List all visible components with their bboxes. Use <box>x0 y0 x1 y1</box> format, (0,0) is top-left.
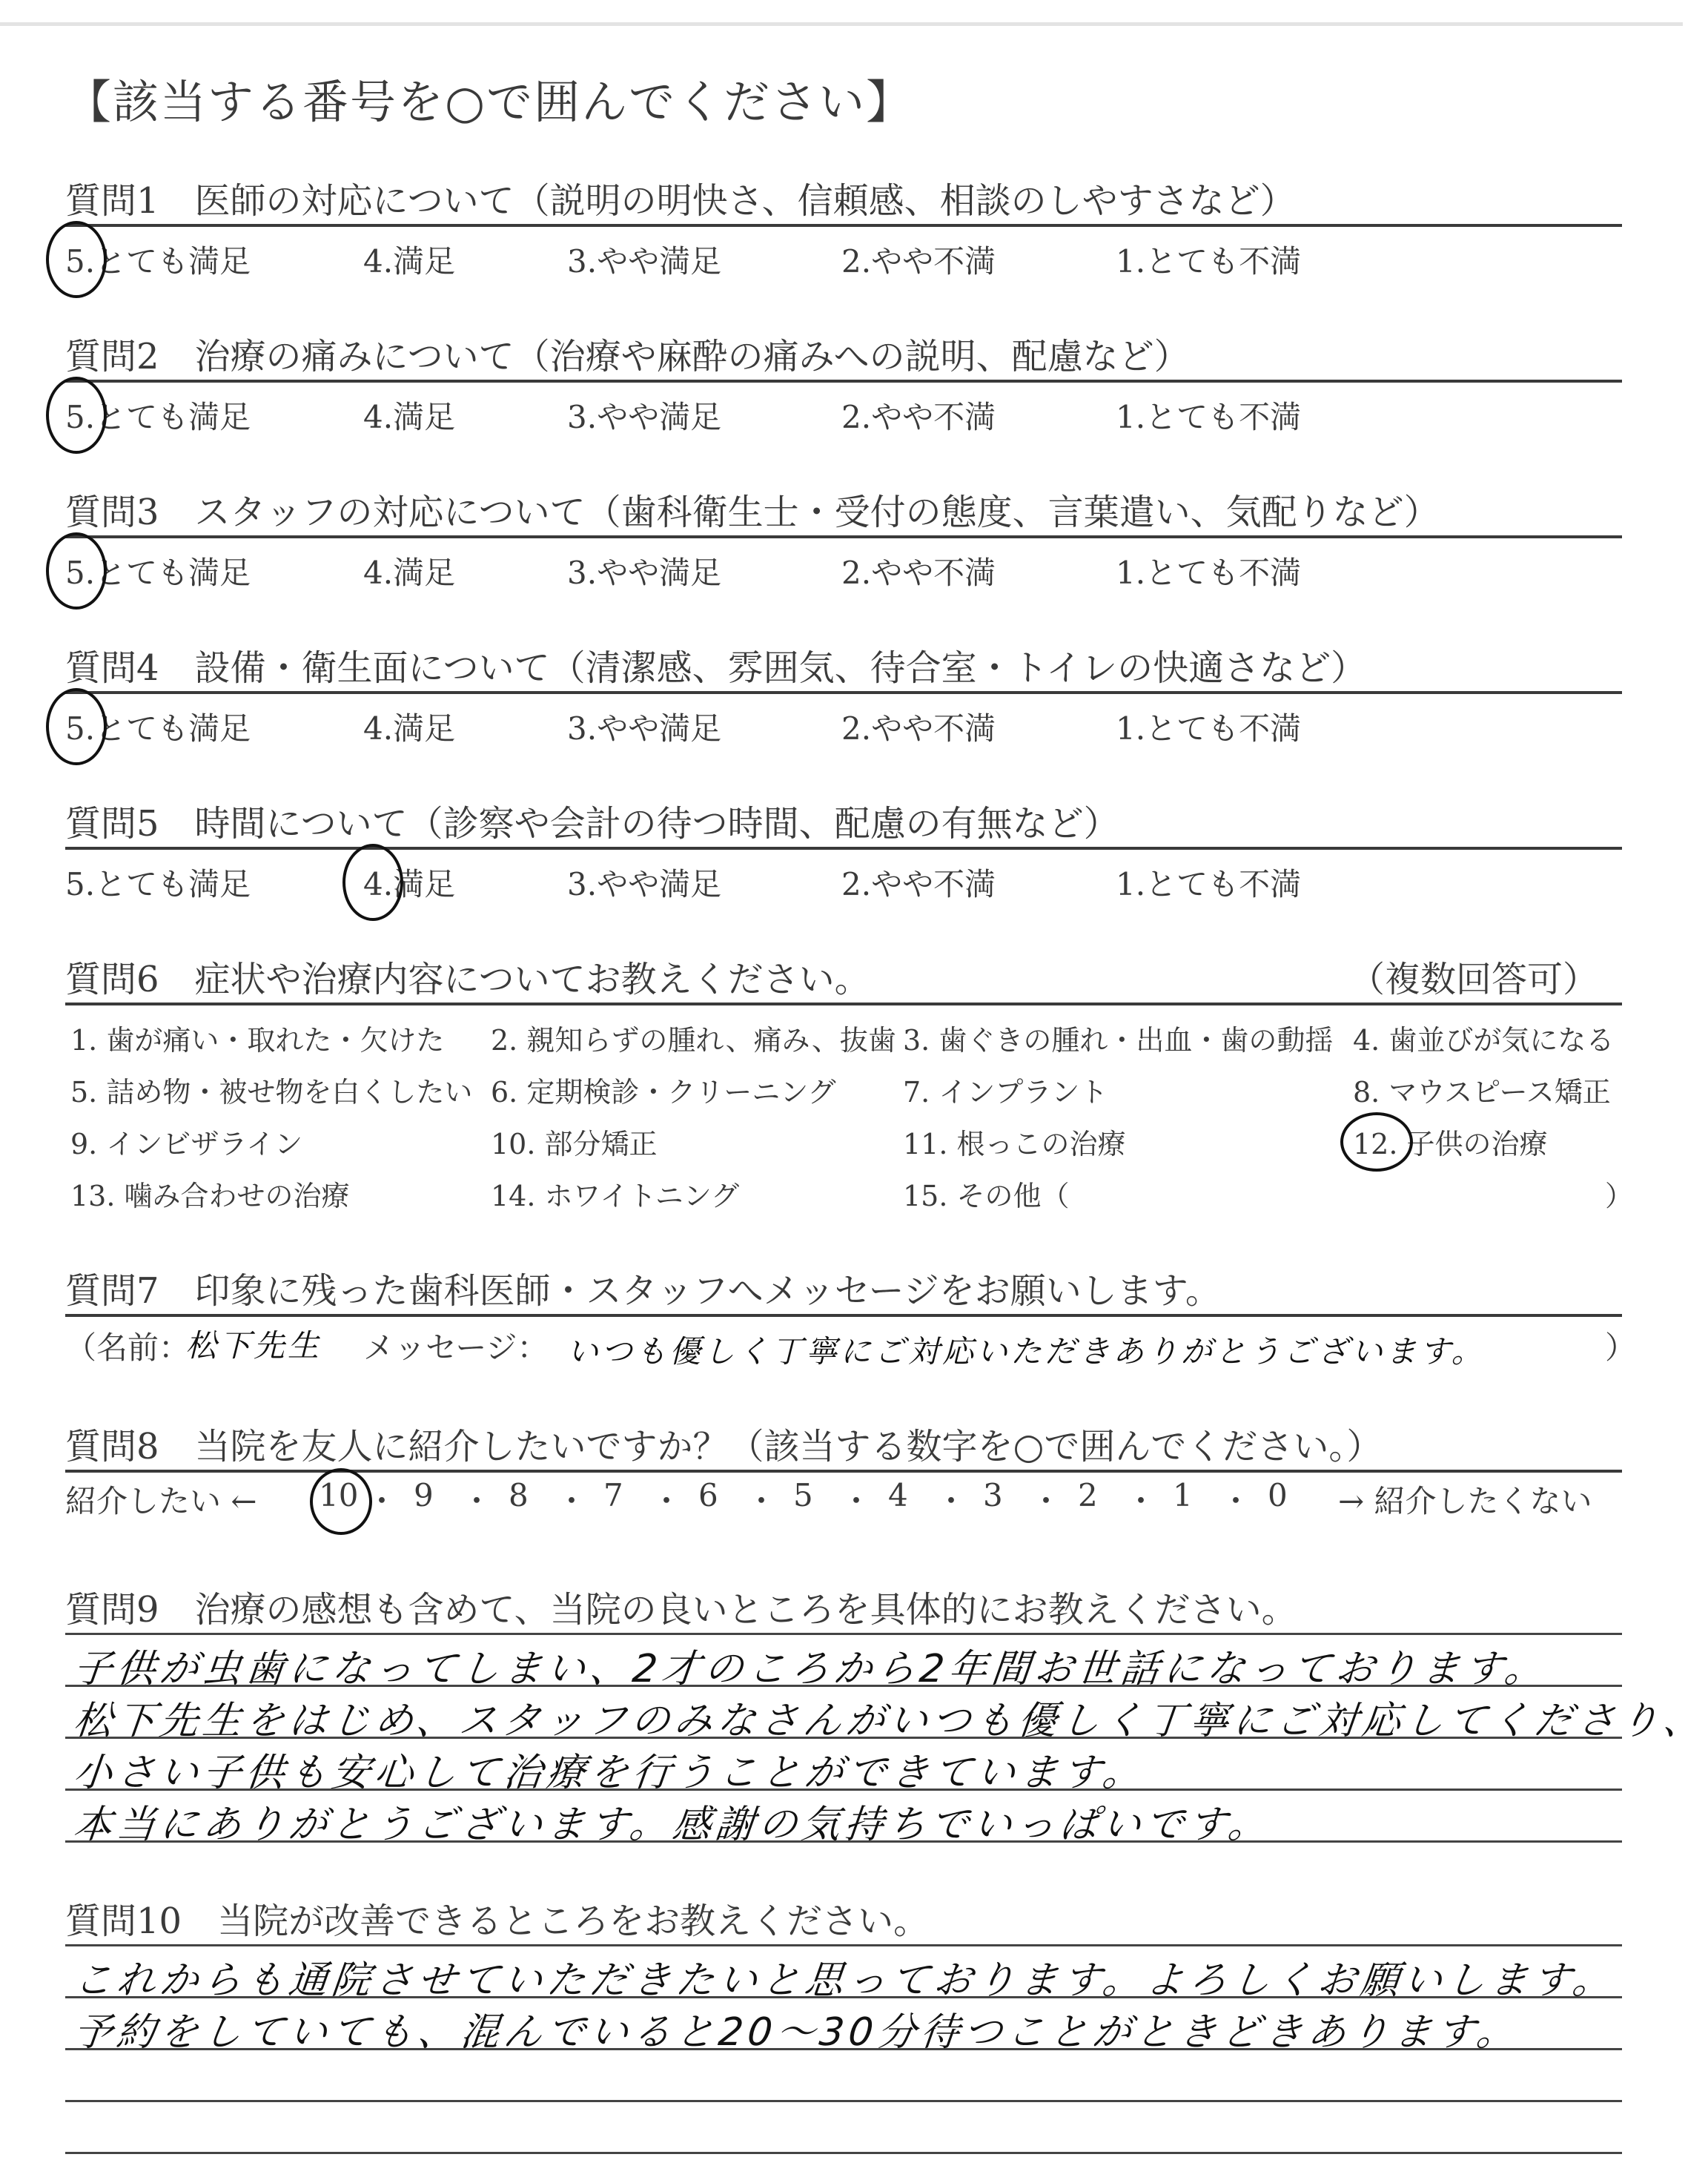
q9-answer-line-3[interactable]: 小さい子供も安心して治療を行うことができています。 <box>71 1751 1148 1795</box>
q8-scale-separator: ・ <box>936 1483 967 1519</box>
q3-rule <box>65 535 1622 538</box>
q8-scale-separator: ・ <box>461 1483 493 1519</box>
q6-item-10[interactable]: 10. 部分矯正 <box>491 1128 658 1160</box>
q1-option-3[interactable]: 3.やや満足 <box>567 243 722 280</box>
q3-option-4[interactable]: 4.満足 <box>363 555 456 591</box>
q6-item-14[interactable]: 14. ホワイトニング <box>491 1180 740 1212</box>
q8-rule <box>65 1470 1622 1473</box>
q3-option-2[interactable]: 2.やや不満 <box>841 555 996 591</box>
q3-option-3[interactable]: 3.やや満足 <box>567 555 722 591</box>
q7-title: 質問7 印象に残った歯科医師・スタッフへメッセージをお願いします。 <box>65 1270 1221 1312</box>
q10-line-5 <box>65 2152 1622 2154</box>
q8-scale-0[interactable]: 0 <box>1268 1477 1288 1513</box>
q6-rule <box>65 1003 1622 1005</box>
q8-scale-8[interactable]: 8 <box>509 1477 529 1513</box>
q6-item-12[interactable]: 12. 子供の治療 <box>1353 1128 1548 1160</box>
q7-name-label: （名前： <box>65 1330 191 1366</box>
q2-option-4[interactable]: 4.満足 <box>363 399 456 435</box>
q5-selection-circle <box>342 844 403 921</box>
q7-message-value[interactable]: いつも優しく丁寧にご対応いただきありがとうございます。 <box>567 1333 1486 1370</box>
q6-item-9[interactable]: 9. インビザライン <box>70 1128 303 1160</box>
q4-title: 質問4 設備・衛生面について（清潔感、雰囲気、待合室・トイレの快適さなど） <box>65 647 1367 689</box>
q6-item-1[interactable]: 1. 歯が痛い・取れた・欠けた <box>70 1024 445 1057</box>
q6-item-2[interactable]: 2. 親知らずの腫れ、痛み、抜歯 <box>491 1024 896 1057</box>
q1-rule <box>65 224 1622 227</box>
q3-title: 質問3 スタッフの対応について（歯科衛生士・受付の態度、言葉遣い、気配りなど） <box>65 492 1440 533</box>
q2-option-3[interactable]: 3.やや満足 <box>567 399 722 435</box>
q1-option-1[interactable]: 1.とても不満 <box>1116 243 1302 280</box>
q10-line-1 <box>65 1944 1622 1946</box>
q3-option-1[interactable]: 1.とても不満 <box>1116 555 1302 591</box>
q8-right-label: → 紹介したくない <box>1338 1483 1592 1519</box>
q6-item-13[interactable]: 13. 噛み合わせの治療 <box>70 1180 350 1212</box>
q8-scale-separator: ・ <box>1030 1483 1062 1519</box>
q2-option-5[interactable]: 5.とても満足 <box>65 399 251 435</box>
q2-title: 質問2 治療の痛みについて（治療や麻酔の痛みへの説明、配慮など） <box>65 336 1190 377</box>
q7-name-value[interactable]: 松下先生 <box>185 1327 322 1364</box>
q2-option-2[interactable]: 2.やや不満 <box>841 399 996 435</box>
q6-item-15-close: ） <box>1605 1180 1634 1212</box>
q8-scale-9[interactable]: 9 <box>414 1477 434 1513</box>
q8-scale-separator: ・ <box>746 1483 778 1519</box>
q8-scale-2[interactable]: 2 <box>1078 1477 1098 1513</box>
q5-option-2[interactable]: 2.やや不満 <box>841 866 996 902</box>
q10-title: 質問10 当院が改善できるところをお教えください。 <box>65 1900 930 1942</box>
q9-answer-line-1[interactable]: 子供が虫歯になってしまい、2才のころから2年間お世話になっております。 <box>71 1647 1550 1691</box>
q1-option-5[interactable]: 5.とても満足 <box>65 243 251 280</box>
q6-item-3[interactable]: 3. 歯ぐきの腫れ・出血・歯の動揺 <box>903 1024 1334 1057</box>
q5-option-4[interactable]: 4.満足 <box>363 866 456 902</box>
q6-item-8[interactable]: 8. マウスピース矯正 <box>1353 1076 1611 1109</box>
q8-scale-10[interactable]: 10 <box>319 1477 359 1513</box>
q10-line-4 <box>65 2100 1622 2102</box>
q4-selection-circle <box>46 688 107 765</box>
q6-selection-circle <box>1340 1112 1413 1172</box>
q1-title: 質問1 医師の対応について（説明の明快さ、信頼感、相談のしやすさなど） <box>65 180 1296 222</box>
q1-selection-circle <box>46 221 107 298</box>
q6-item-5[interactable]: 5. 詰め物・被せ物を白くしたい <box>70 1076 473 1109</box>
q8-scale-4[interactable]: 4 <box>888 1477 908 1513</box>
q9-line-1 <box>65 1633 1622 1635</box>
q8-scale-5[interactable]: 5 <box>793 1477 813 1513</box>
q7-message-label: メッセージ： <box>363 1330 549 1366</box>
q6-multi-note: （複数回答可） <box>1349 959 1599 1000</box>
q6-item-7[interactable]: 7. インプラント <box>903 1076 1108 1109</box>
q6-item-15[interactable]: 15. その他（ <box>903 1180 1070 1212</box>
q7-rule <box>65 1314 1622 1317</box>
scan-edge-line <box>0 22 1683 26</box>
q6-title: 質問6 症状や治療内容についてお教えください。 <box>65 959 870 1000</box>
q6-item-11[interactable]: 11. 根っこの治療 <box>903 1128 1126 1160</box>
q10-answer-line-2[interactable]: 予約をしていても、混んでいると20〜30分待つことがときどきあります。 <box>71 2010 1522 2055</box>
q5-rule <box>65 847 1622 850</box>
q5-option-1[interactable]: 1.とても不満 <box>1116 866 1302 902</box>
q4-option-1[interactable]: 1.とても不満 <box>1116 710 1302 747</box>
q8-scale-1[interactable]: 1 <box>1173 1477 1193 1513</box>
q2-selection-circle <box>46 377 107 454</box>
q5-option-5[interactable]: 5.とても満足 <box>65 866 251 902</box>
q5-option-3[interactable]: 3.やや満足 <box>567 866 722 902</box>
q3-selection-circle <box>46 532 107 610</box>
q7-close-paren: ） <box>1605 1330 1637 1366</box>
q1-option-4[interactable]: 4.満足 <box>363 243 456 280</box>
q8-left-label: 紹介したい ← <box>65 1483 257 1519</box>
q4-option-2[interactable]: 2.やや不満 <box>841 710 996 747</box>
q8-scale-6[interactable]: 6 <box>698 1477 718 1513</box>
q8-scale-separator: ・ <box>651 1483 683 1519</box>
q8-scale-separator: ・ <box>366 1483 398 1519</box>
q2-rule <box>65 380 1622 383</box>
q4-rule <box>65 691 1622 694</box>
q4-option-4[interactable]: 4.満足 <box>363 710 456 747</box>
q8-scale-separator: ・ <box>841 1483 873 1519</box>
q5-title: 質問5 時間について（診察や会計の待つ時間、配慮の有無など） <box>65 803 1119 845</box>
q4-option-5[interactable]: 5.とても満足 <box>65 710 251 747</box>
q10-answer-line-1[interactable]: これからも通院させていただきたいと思っております。よろしくお願いします。 <box>71 1958 1618 2003</box>
q3-option-5[interactable]: 5.とても満足 <box>65 555 251 591</box>
q9-answer-line-2[interactable]: 松下先生をはじめ、スタッフのみなさんがいつも優しく丁寧にご対応してくださり、 <box>71 1699 1708 1743</box>
q2-option-1[interactable]: 1.とても不満 <box>1116 399 1302 435</box>
page-title: 【該当する番号を○で囲んでください】 <box>65 75 914 129</box>
q6-item-6[interactable]: 6. 定期検診・クリーニング <box>491 1076 836 1109</box>
q8-scale-separator: ・ <box>1125 1483 1157 1519</box>
q9-title: 質問9 治療の感想も含めて、当院の良いところを具体的にお教えください。 <box>65 1589 1297 1631</box>
q8-selection-circle <box>310 1468 372 1535</box>
q8-scale-separator: ・ <box>556 1483 588 1519</box>
q8-scale-separator: ・ <box>1220 1483 1252 1519</box>
q6-item-4[interactable]: 4. 歯並びが気になる <box>1353 1024 1615 1057</box>
q9-answer-line-4[interactable]: 本当にありがとうございます。感謝の気持ちでいっぱいです。 <box>71 1803 1274 1847</box>
q8-scale-7[interactable]: 7 <box>603 1477 623 1513</box>
q8-scale-3[interactable]: 3 <box>983 1477 1003 1513</box>
q8-title: 質問8 当院を友人に紹介したいですか？（該当する数字を○で囲んでください。） <box>65 1426 1383 1467</box>
q4-option-3[interactable]: 3.やや満足 <box>567 710 722 747</box>
q1-option-2[interactable]: 2.やや不満 <box>841 243 996 280</box>
